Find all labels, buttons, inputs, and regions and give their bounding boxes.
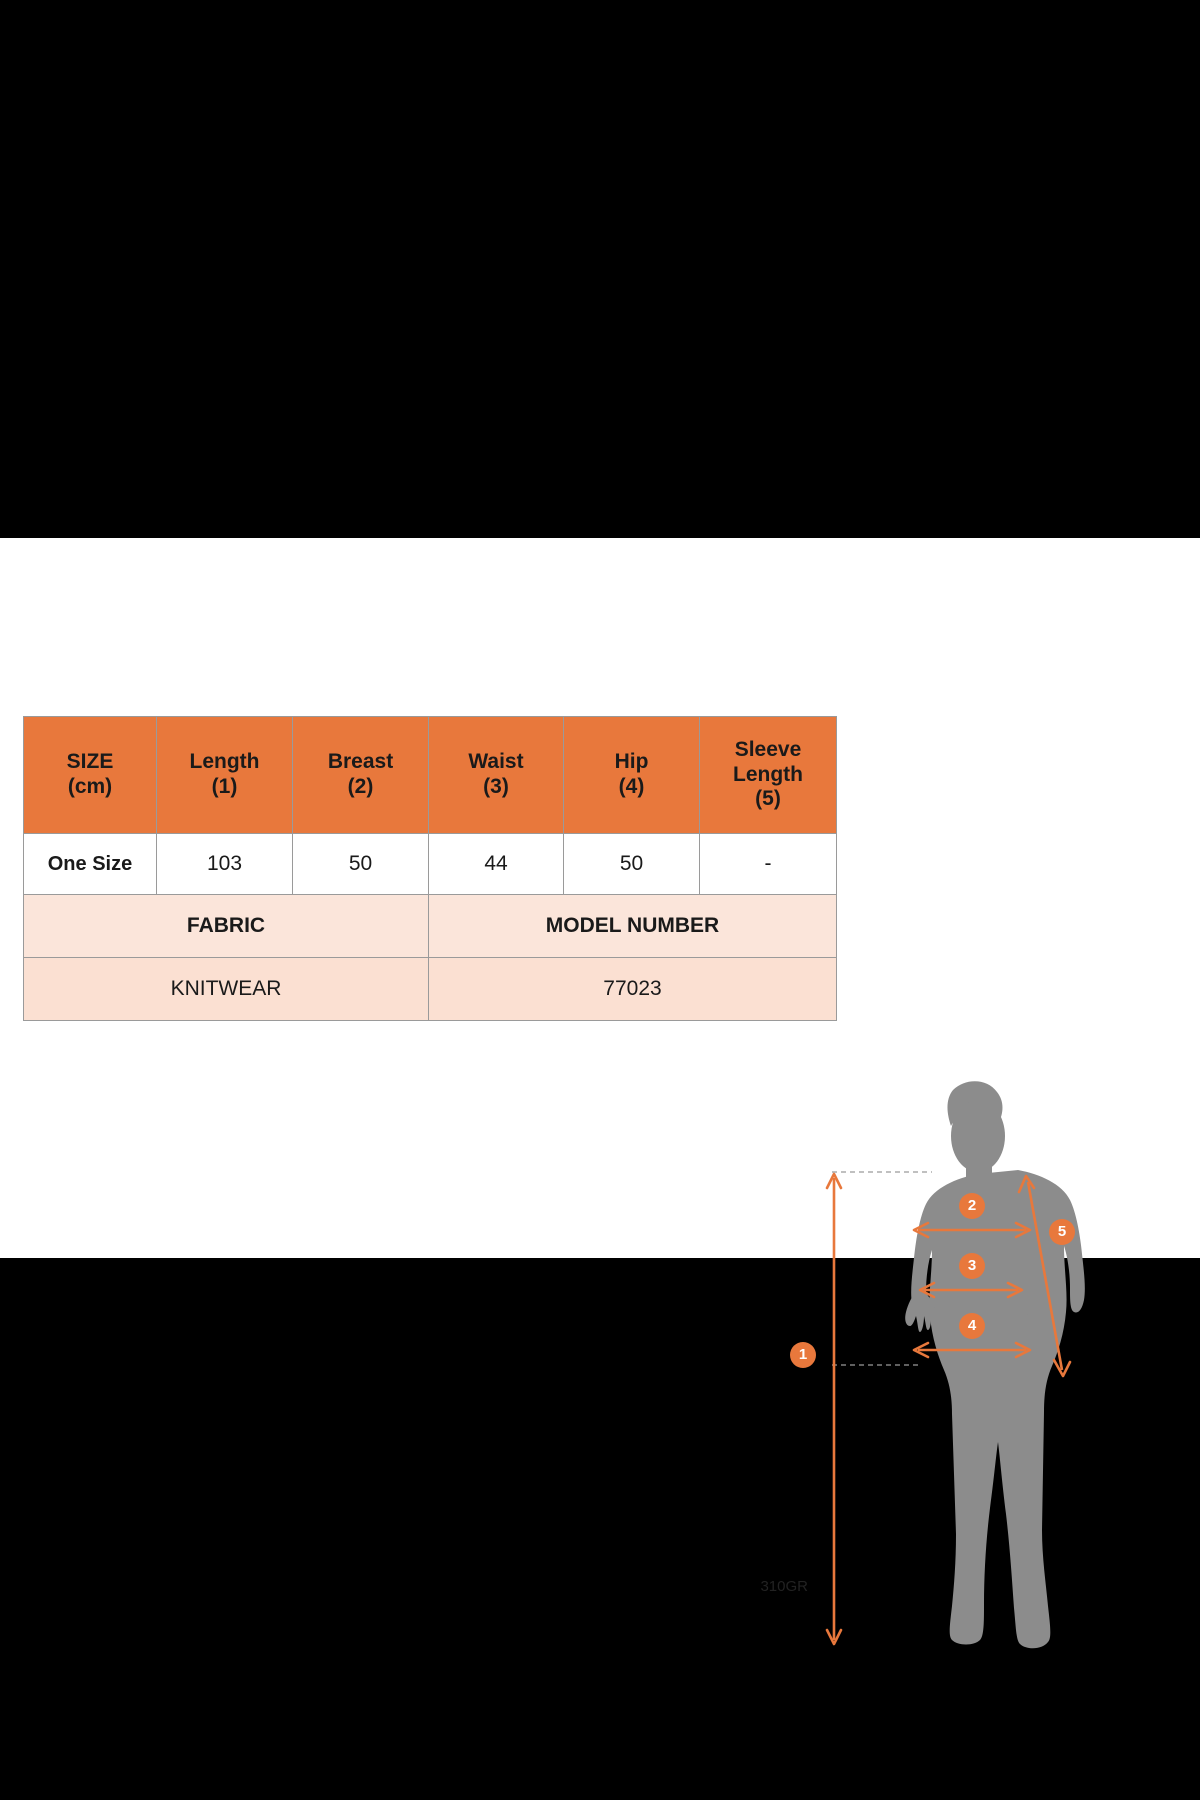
header-breast-line2: (2) <box>347 775 374 798</box>
header-hip <box>564 717 700 834</box>
marker-badge-2-label: 2 <box>967 1197 977 1214</box>
table-row <box>24 834 837 895</box>
header-sleeve-line2: Length <box>733 762 803 786</box>
header-waist-line2: (3) <box>483 775 509 798</box>
header-length-line1: Length <box>189 750 260 774</box>
subheader-model-number: MODEL NUMBER <box>429 895 837 958</box>
cell-hip: 50 <box>564 834 700 895</box>
weight-note: 310GR <box>760 1578 808 1595</box>
header-hip-line1: Hip <box>614 750 649 774</box>
marker-badge-4-label: 4 <box>967 1317 977 1334</box>
marker-badge-5 <box>1049 1219 1075 1245</box>
table-subvalue-row <box>24 958 837 1021</box>
header-waist-line1: Waist <box>468 750 524 774</box>
header-breast-line1: Breast <box>327 750 394 774</box>
table-header-row <box>24 717 837 834</box>
header-length-line2: (1) <box>211 775 238 798</box>
table-subheader-row <box>24 895 837 958</box>
header-size <box>24 717 157 834</box>
subheader-fabric: FABRIC <box>24 895 429 958</box>
header-sleeve-length <box>700 717 837 834</box>
marker-badge-3 <box>959 1253 985 1279</box>
cell-waist: 44 <box>429 834 564 895</box>
header-waist <box>429 717 564 834</box>
value-fabric: KNITWEAR <box>24 958 429 1021</box>
size-measurements-table <box>23 716 837 1021</box>
cell-sleeve-length: - <box>700 834 837 895</box>
measurement-figure <box>798 1078 1160 1778</box>
header-hip-line2: (4) <box>618 775 645 798</box>
value-model-number: 77023 <box>429 958 837 1021</box>
marker-badge-1 <box>790 1342 816 1368</box>
cell-breast: 50 <box>293 834 429 895</box>
marker-badge-4 <box>959 1313 985 1339</box>
header-breast <box>293 717 429 834</box>
marker-badge-3-label: 3 <box>967 1257 977 1274</box>
header-length <box>157 717 293 834</box>
size-chart-sheet <box>0 538 1200 1595</box>
header-sleeve-line1: Sleeve <box>734 737 802 761</box>
header-size-line1: SIZE <box>66 750 114 774</box>
marker-badge-1-label: 1 <box>798 1346 808 1363</box>
marker-badge-2 <box>959 1193 985 1219</box>
cell-length: 103 <box>157 834 293 895</box>
marker-badge-5-label: 5 <box>1057 1223 1067 1240</box>
header-sleeve-line3: (5) <box>755 787 781 811</box>
header-size-line2: (cm) <box>67 775 113 798</box>
measure-1-length-arrow <box>827 1174 841 1644</box>
cell-size-name: One Size <box>24 834 157 895</box>
